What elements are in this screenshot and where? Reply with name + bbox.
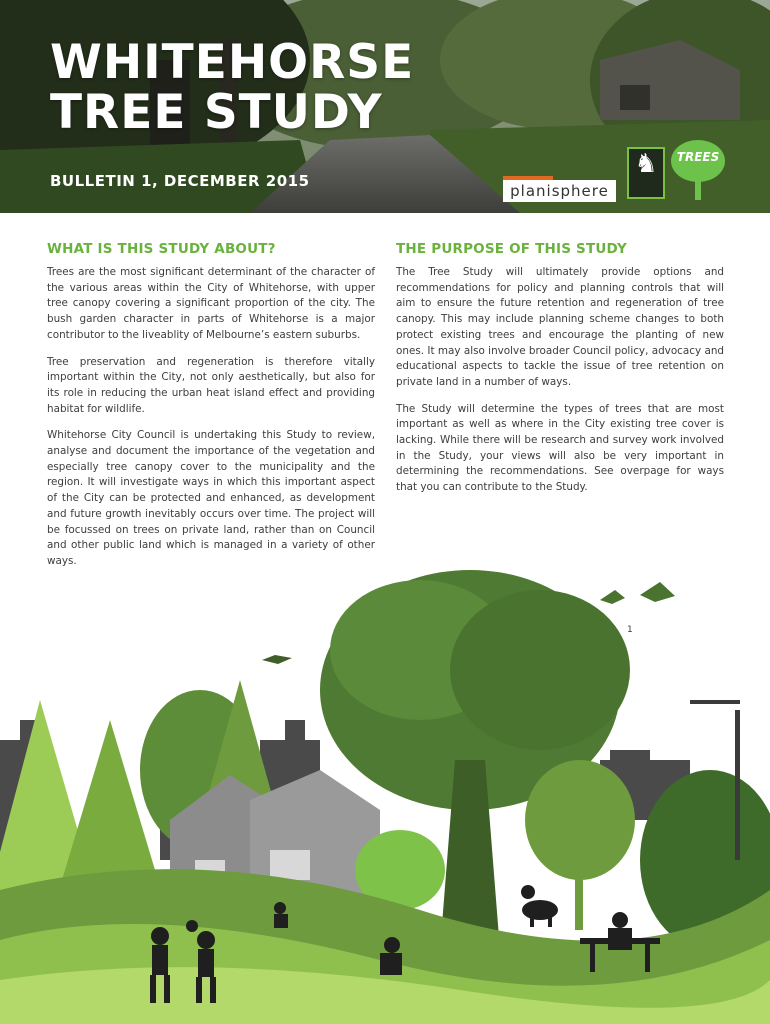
paragraph: Whitehorse City Council is undertaking this Study to review, analyse and document the importance of the vegetation and especially tree canopy cover to the municipality and the region. It will investigate ways in which this important aspect of the City can be protected and enhanced, as development and future growth inevitably occurs over time. The project will be focussed on trees on private land, rather than on Council and other public land which is managed in a variety of other ways. [47, 429, 375, 567]
title-line-1: WHITEHORSE [50, 35, 415, 90]
tree-scene-illustration [0, 560, 770, 1024]
dog-icon [521, 885, 558, 927]
section-study-about [47, 241, 375, 581]
trees-logo: TREES [671, 140, 731, 202]
section-heading-study-about: WHAT IS THIS STUDY ABOUT? [47, 241, 276, 257]
paragraph: The Tree Study will ultimately provide options and recommendations for policy and planning controls that will aim to ensure the future retention and regeneration of tree canopy. This may include planning scheme changes to both protect existing trees and encourage the planting of new ones. It may also involve broader Council policy, advocacy and educational aspects to tackle the issue of tree retention on private land in a number of ways. [396, 266, 724, 388]
title-line-2: TREE STUDY [50, 85, 383, 140]
bulletin-label: BULLETIN 1, DECEMBER 2015 [50, 172, 310, 190]
horse-icon: ♞ [634, 149, 658, 179]
paragraph: Tree preservation and regeneration is therefore vitally important within the City, not only aesthetically, but also for its role in reducing the urban heat island effect and providing habitat for wildlife. [47, 355, 375, 415]
header-banner [0, 0, 770, 213]
page-title [50, 35, 415, 140]
paragraph: Trees are the most significant determinant of the character of the various areas within the City of Whitehorse, with upper tree canopy covering a significant proportion of the city. The bush garden character in parts of Whitehorse is a major contributor to the liveablity of Melbourne’s eastern suburbs. [47, 266, 375, 341]
page-number: 1 [627, 625, 633, 635]
paragraph: The Study will determine the types of trees that are most important as well as where in the City existing tree cover is lacking. While there will be research and survey work involved in the Study, your views will also be very important in determining the recommendations. See overpage for ways that you can contribute to the Study. [396, 402, 724, 494]
planisphere-logo: planisphere [503, 180, 616, 202]
section-heading-purpose: THE PURPOSE OF THIS STUDY [396, 241, 627, 257]
section-purpose [396, 241, 724, 507]
city-of-whitehorse-logo [627, 147, 665, 199]
